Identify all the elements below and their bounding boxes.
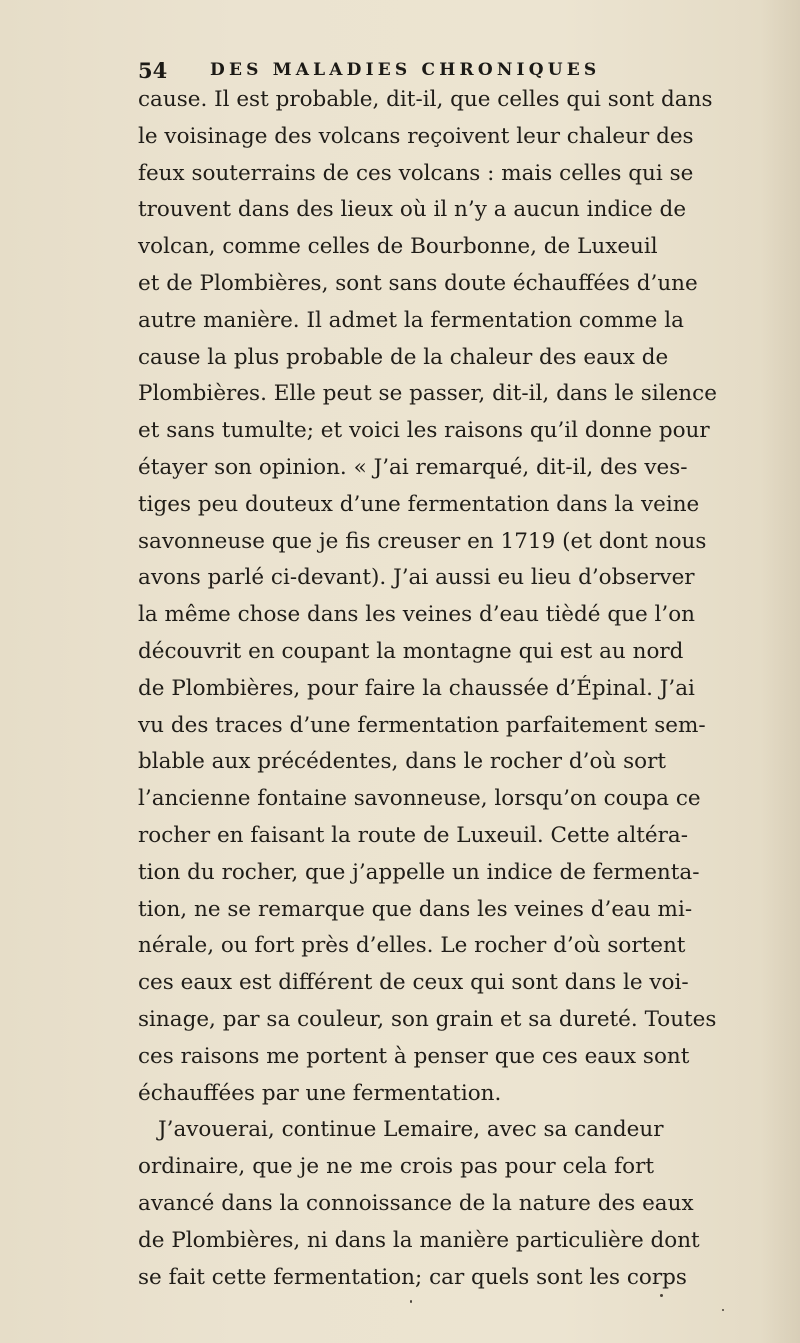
text-line: ces raisons me portent à penser que ces eaux sont <box>138 1043 690 1069</box>
text-line: se fait cette fermentation; car quels sont les corps <box>138 1264 687 1290</box>
text-line: avancé dans la connoissance de la nature des eaux <box>138 1190 694 1216</box>
page-edge-shadow <box>760 0 800 1343</box>
text-line: cause la plus probable de la chaleur des eaux de <box>138 344 669 370</box>
text-line: feux souterrains de ces volcans : mais celles qui se <box>138 160 694 186</box>
paper-speck <box>410 1300 412 1303</box>
text-line: nérale, ou fort près d’elles. Le rocher d’où sortent <box>138 933 686 959</box>
text-line: de Plombières, ni dans la manière particulière dont <box>138 1227 700 1253</box>
text-line: trouvent dans des lieux où il n’y a aucun indice de <box>138 197 687 223</box>
text-line: la même chose dans les veines d’eau tièdé que l’on <box>138 602 696 628</box>
text-line: découvrit en coupant la montagne qui est au nord <box>138 638 684 664</box>
text-line: étayer son opinion. « J’ai remarqué, dit-il, des ves- <box>138 454 688 480</box>
text-line: vu des traces d’une fermentation parfaitement sem- <box>138 712 706 738</box>
paragraph-end-line: échauffées par une fermentation. <box>138 1080 502 1106</box>
text-line: et sans tumulte; et voici les raisons qu’il donne pour <box>138 418 710 444</box>
text-line: avons parlé ci-devant). J’ai aussi eu lieu d’observer <box>138 565 695 591</box>
paper-speck <box>722 1309 724 1311</box>
text-line: Plombières. Elle peut se passer, dit-il, dans le silence <box>138 381 717 407</box>
text-line: savonneuse que je fis creuser en 1719 (et dont nous <box>138 528 707 554</box>
text-line: le voisinage des volcans reçoivent leur chaleur des <box>138 123 694 149</box>
text-line: tion du rocher, que j’appelle un indice de fermenta- <box>138 859 700 885</box>
text-line: autre manière. Il admet la fermentation comme la <box>138 307 684 333</box>
text-line: l’ancienne fontaine savonneuse, lorsqu’on coupa ce <box>138 786 701 812</box>
text-line: tiges peu douteux d’une fermentation dans la veine <box>138 491 700 517</box>
text-line: ordinaire, que je ne me crois pas pour cela fort <box>138 1154 654 1180</box>
text-line: cause. Il est probable, dit-il, que celles qui sont dans <box>138 87 713 112</box>
running-title: DES MALADIES CHRONIQUES <box>210 60 601 80</box>
paragraph-start-line: J’avouerai, continue Lemaire, avec sa candeur <box>158 1117 664 1143</box>
text-line: de Plombières, pour faire la chaussée d’Épinal. J’ai <box>138 675 695 701</box>
paper-speck <box>660 1294 663 1297</box>
text-line: et de Plombières, sont sans doute échauffées d’une <box>138 270 698 296</box>
text-line: volcan, comme celles de Bourbonne, de Luxeuil <box>138 234 658 260</box>
text-line: sinage, par sa couleur, son grain et sa dureté. Toutes <box>138 1006 717 1032</box>
body-text <box>138 82 717 1296</box>
text-line: ces eaux est différent de ceux qui sont dans le voi- <box>138 970 689 996</box>
text-line: blable aux précédentes, dans le rocher d’où sort <box>138 749 666 775</box>
text-line: rocher en faisant la route de Luxeuil. Cette altéra- <box>138 822 688 848</box>
text-line: tion, ne se remarque que dans les veines d’eau mi- <box>138 896 693 922</box>
page-number: 54 <box>138 58 168 83</box>
